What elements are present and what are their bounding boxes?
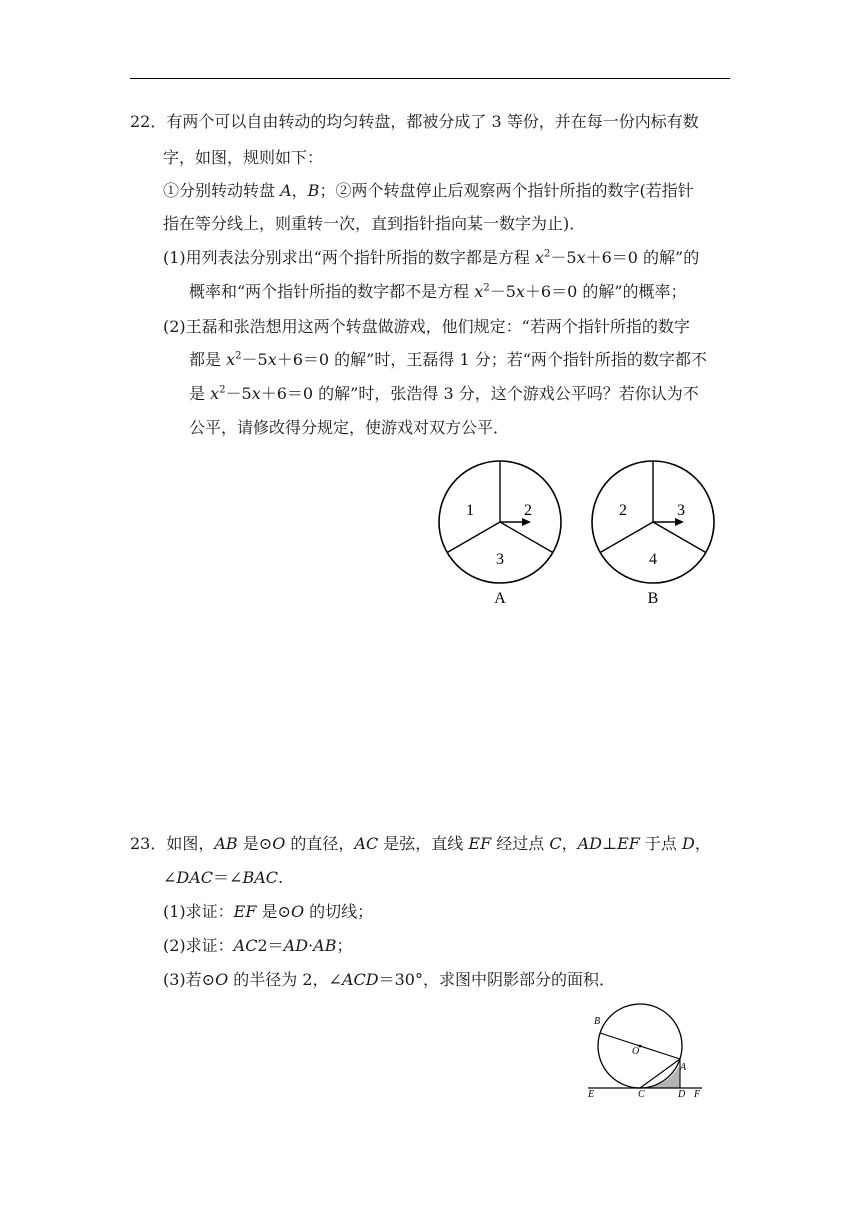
spinner-b-label-1: 2 bbox=[619, 502, 627, 519]
label-o: O bbox=[632, 1046, 640, 1057]
q22-line-2: 字，如图，规则如下： bbox=[163, 148, 324, 167]
q23-part2: (2)求证：AC2＝AD·AB； bbox=[163, 936, 353, 955]
shaded-region bbox=[640, 1066, 680, 1088]
label-b: B bbox=[594, 1016, 601, 1027]
q22-part1-line-1: (1)用列表法分别求出“两个指针所指的数字都是方程 $x^2-5x+6=0$ 的解”的 bbox=[163, 248, 700, 267]
spinner-b-label-3: 4 bbox=[649, 551, 657, 568]
q22-part1-line-2: 概率和“两个指针所指的数字都不是方程 $x^2-5x+6=0$ 的解”的概率； bbox=[189, 282, 687, 301]
spinner-a-label-3: 3 bbox=[496, 551, 504, 568]
q23-line-2: ∠DAC＝∠BAC. bbox=[163, 868, 284, 887]
q22-part2-line-3: 是 $x^2-5x+6=0$ 的解”时，张浩得 3 分，这个游戏公平吗？若你认为不 bbox=[189, 384, 699, 403]
label-e: E bbox=[588, 1089, 595, 1100]
spinner-b bbox=[592, 461, 714, 607]
q23-part1: (1)求证：EF 是⊙O 的切线； bbox=[163, 902, 374, 921]
label-d: D bbox=[678, 1089, 686, 1100]
q23-part3: (3)若⊙O 的半径为 2，∠ACD＝30°，求图中阴影部分的面积． bbox=[163, 970, 615, 989]
label-f: F bbox=[694, 1089, 701, 1100]
q22-line-4: 指在等分线上，则重转一次，直到指针指向某一数字为止)． bbox=[163, 214, 586, 233]
spinner-a bbox=[439, 461, 561, 607]
spinner-b-label-2: 3 bbox=[677, 502, 685, 519]
spinner-a-label-1: 1 bbox=[466, 502, 474, 519]
circle-tangent-figure bbox=[580, 1000, 720, 1102]
label-a: A bbox=[680, 1062, 687, 1073]
top-rule bbox=[130, 78, 730, 79]
spinner-a-caption: A bbox=[494, 590, 506, 607]
q22-part2-line-4: 公平，请修改得分规定，使游戏对双方公平． bbox=[189, 418, 510, 437]
label-c: C bbox=[638, 1089, 645, 1100]
spinner-b-caption: B bbox=[647, 590, 659, 607]
spinners-figure bbox=[430, 455, 730, 615]
q22-part2-line-1: (2)王磊和张浩想用这两个转盘做游戏，他们规定：“若两个指针所指的数字 bbox=[163, 317, 690, 336]
q22-line-3: ①分别转动转盘 A，B；②两个转盘停止后观察两个指针所指的数字(若指针 bbox=[163, 181, 694, 200]
q23-line-1: 23．如图，AB 是⊙O 的直径，AC 是弦，直线 EF 经过点 C，AD⊥EF 于点 D， bbox=[130, 834, 711, 853]
q22-line-1: 22．有两个可以自由转动的均匀转盘，都被分成了 3 等份，并在每一份内标有数 bbox=[130, 112, 699, 131]
spinner-a-label-2: 2 bbox=[524, 502, 532, 519]
q22-part2-line-2: 都是 $x^2-5x+6=0$ 的解”时，王磊得 1 分；若“两个指针所指的数字都不 bbox=[189, 350, 707, 369]
